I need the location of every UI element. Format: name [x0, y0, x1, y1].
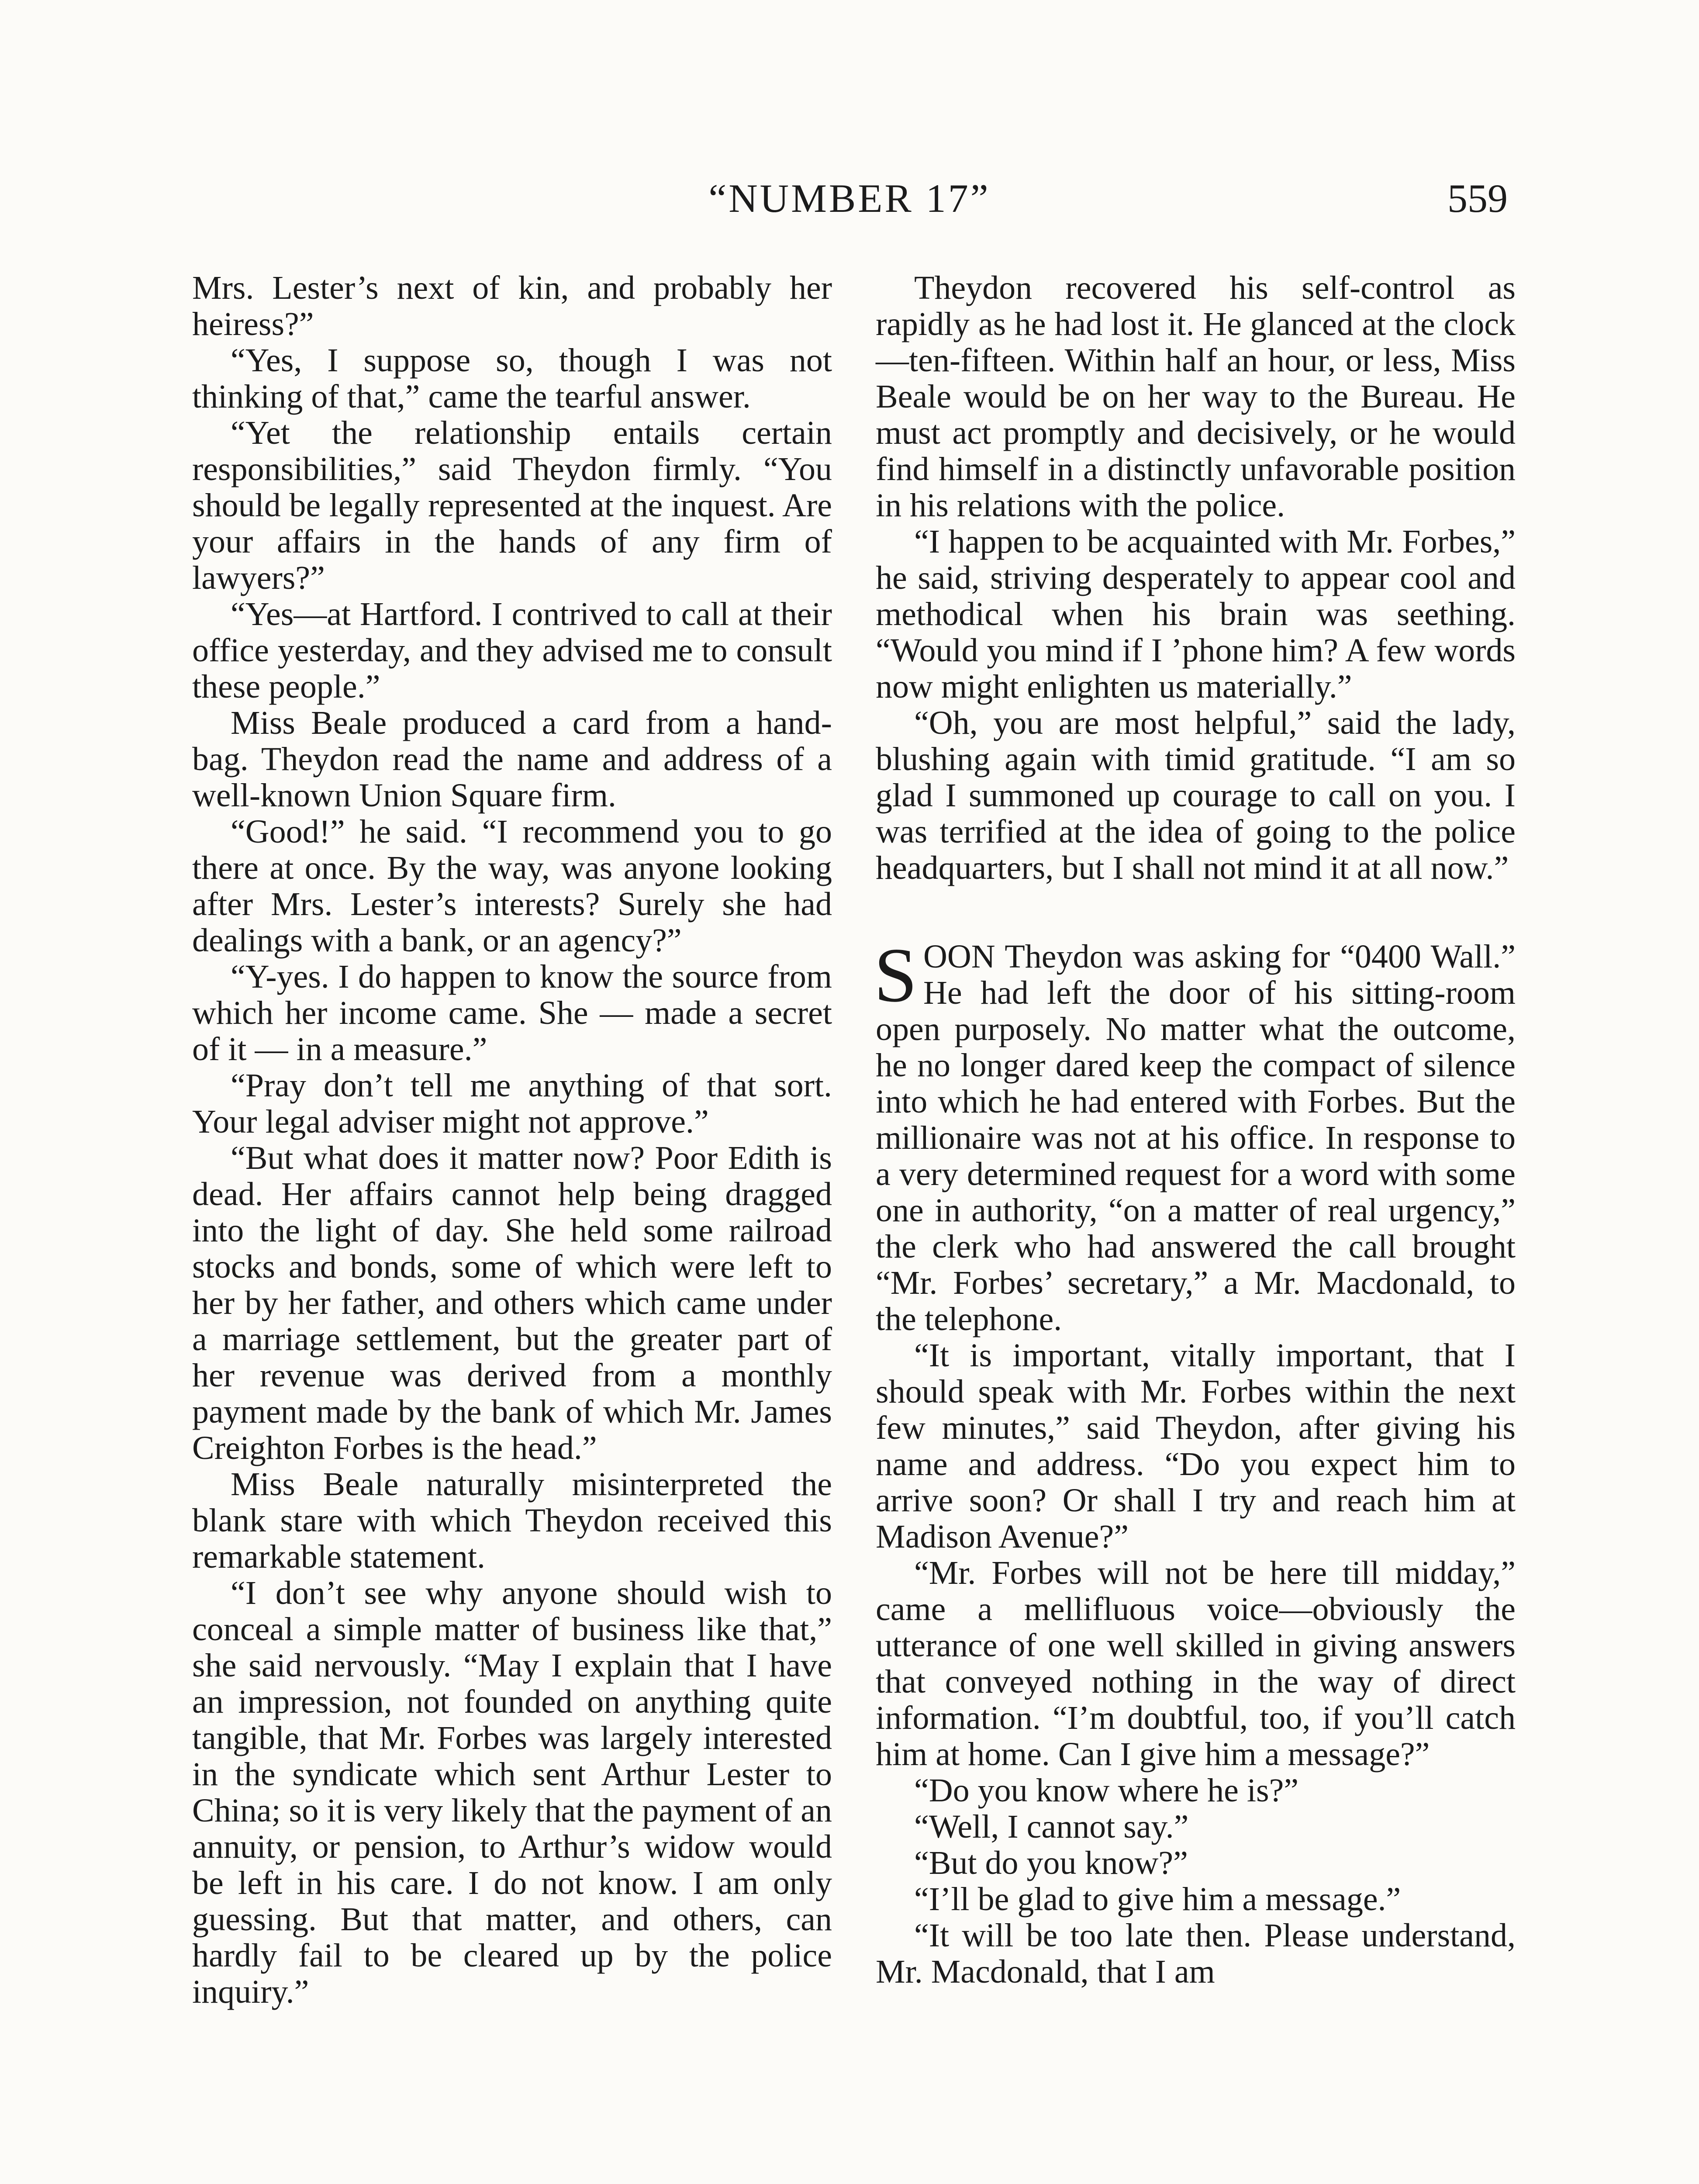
page-header-title: “NUMBER 17” — [708, 176, 991, 221]
paragraph: “Well, I cannot say.” — [914, 1808, 1189, 1845]
paragraph: Miss Beale naturally misinterpreted the blank stare with which Theydon received this remarkable statement. — [192, 1466, 832, 1575]
paragraph: “Yes, I suppose so, though I was not thinking of that,” came the tearful answer. — [192, 342, 832, 415]
page-number: 559 — [1447, 176, 1508, 221]
paragraph: “But do you know?” — [914, 1845, 1188, 1881]
left-column — [192, 270, 832, 2010]
paragraph: “It is important, vitally important, that I should speak with Mr. Forbes within the next few minutes,” said Theydon, after giving his name and address. “Do you expect him to arrive soon? Or shall I try and reach him at Madison Avenue?” — [876, 1337, 1516, 1555]
paragraph: “But what does it matter now? Poor Edith is dead. Her affairs cannot help being dragged into the light of day. She held some railroad stocks and bonds, some of which were left to her by her father, and others which came under a marriage settlement, but the greater part of her revenue was derived from a monthly payment made by the bank of which Mr. James Creighton Forbes is the head.” — [192, 1140, 832, 1466]
paragraph: “I happen to be acquainted with Mr. Forbes,” he said, striving desperately to appear cool and methodical when his brain was seething. “Would you mind if I ’phone him? A few words now might enlighten us materially.” — [876, 523, 1516, 705]
paragraph: “I don’t see why anyone should wish to conceal a simple matter of business like that,” she said nervously. “May I explain that I have an impression, not founded on anything quite tangible, that Mr. Forbes was largely interested in the syndicate which sent Arthur Lester to China; so it is very likely that the payment of an annuity, or pension, to Arthur’s widow would be left in his care. I do not know. I am only guessing. But that matter, and others, can hardly fail to be cleared up by the police inquiry.” — [192, 1575, 832, 2010]
paragraph: Miss Beale produced a card from a hand-bag. Theydon read the name and address of a well-known Union Square firm. — [192, 705, 832, 814]
paragraph: “Y-yes. I do happen to know the source from which her income came. She — made a secret of it — in a measure.” — [192, 958, 832, 1068]
paragraph: “Yet the relationship entails certain responsibilities,” said Theydon firmly. “You should be legally represented at the inquest. Are your affairs in the hands of any firm of lawyers?” — [192, 415, 832, 596]
section-start-paragraph — [874, 932, 1516, 1337]
paragraph: “I’ll be glad to give him a message.” — [914, 1881, 1401, 1918]
paragraph: “Do you know where he is?” — [914, 1772, 1299, 1809]
right-column — [876, 270, 1516, 1990]
paragraph: “Mr. Forbes will not be here till midday,” came a mellifluous voice—obviously the utterance of one well skilled in giving answers that conveyed nothing in the way of direct information. “I’m doubtful, too, if you’ll catch him at home. Can I give him a message?” — [876, 1555, 1516, 1773]
paragraph: Mrs. Lester’s next of kin, and probably her heiress?” — [192, 270, 832, 342]
paragraph: “It will be too late then. Please understand, Mr. Macdonald, that I am — [876, 1917, 1516, 1990]
paragraph: “Good!” he said. “I recommend you to go there at once. By the way, was anyone looking after Mrs. Lester’s interests? Surely she had dealings with a bank, or an agency?” — [192, 813, 832, 959]
paragraph: Theydon recovered his self-control as rapidly as he had lost it. He glanced at the clock—ten-fifteen. Within half an hour, or less, Miss Beale would be on her way to the Bureau. He must act promptly and decisively, or he would find himself in a distinctly unfavorable position in his relations with the police. — [876, 270, 1516, 524]
paragraph: “Yes—at Hartford. I contrived to call at their office yesterday, and they advised me to consult these people.” — [192, 596, 832, 705]
section-first-text: OON Theydon was asking for “0400 Wall.” He had left the door of his sitting-room open purposely. No matter what the outcome, he no longer dared keep the compact of silence into which he had entered with Forbes. But the millionaire was not at his office. In response to a very determined request for a word with some one in authority, “on a matter of real urgency,” the clerk who had answered the call brought “Mr. Forbes’ secretary,” a Mr. Macdonald, to the telephone. — [876, 938, 1516, 1337]
paragraph: “Pray don’t tell me anything of that sort. Your legal adviser might not approve.” — [192, 1067, 832, 1140]
drop-cap: S — [874, 932, 917, 1018]
paragraph: “Oh, you are most helpful,” said the lady, blushing again with timid gratitude. “I am so glad I summoned up courage to call on you. I was terrified at the idea of going to the police headquarters, but I shall not mind it at all now.” — [876, 705, 1516, 886]
